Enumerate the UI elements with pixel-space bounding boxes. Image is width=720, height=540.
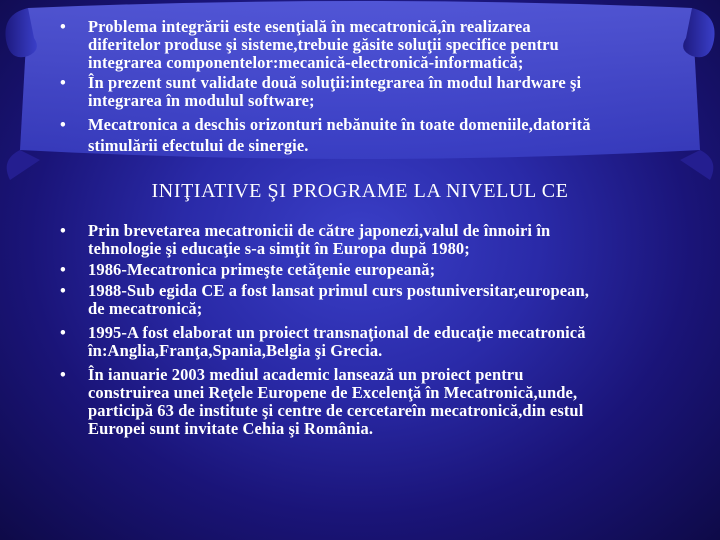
bullet-line: În prezent sunt validate două soluţii:integrarea în modul hardware şi: [88, 73, 582, 92]
bullet-validated-solutions: [56, 74, 696, 110]
bullet-line: construirea unei Reţele Europene de Excelenţă în Mecatronică,unde,: [88, 383, 578, 402]
section-heading: INIŢIATIVE ŞI PROGRAME LA NIVELUL CE: [151, 180, 569, 202]
bullet-marker: •: [60, 115, 66, 134]
bullet-line: În ianuarie 2003 mediul academic lansează un proiect pentru: [88, 365, 524, 384]
bullet-line: stimulării efectului de sinergie.: [88, 136, 309, 155]
bullet-line: în:Anglia,Franţa,Spania,Belgia şi Grecia.: [88, 341, 383, 360]
bullet-line: integrarea componentelor:mecanică-electronică-informatică;: [88, 53, 524, 72]
bullet-line: participă 63 de institute şi centre de cercetareîn mecatronică,din estul: [88, 401, 584, 420]
bullet-marker: •: [60, 281, 66, 300]
bullet-new-horizons: [56, 114, 696, 156]
bullet-marker: •: [60, 73, 66, 92]
bullet-integration-problem: [56, 18, 696, 72]
bullet-line: Problema integrării este esenţială în mecatronică,în realizarea: [88, 17, 531, 36]
bullet-marker: •: [60, 17, 66, 36]
bullet-line: Europei sunt invitate Cehia şi România.: [88, 419, 374, 438]
bullet-1988: [56, 282, 696, 318]
bullet-line: 1995-A fost elaborat un proiect transnaţional de educaţie mecatronică: [88, 323, 586, 342]
bullet-1995: [56, 324, 696, 360]
bullet-marker: •: [60, 260, 66, 279]
bullet-line: integrarea în modulul software;: [88, 91, 315, 110]
bullet-line: diferitelor produse şi sisteme,trebuie găsite soluţii specifice pentru: [88, 35, 559, 54]
bullet-line: tehnologie şi educaţie s-a simţit în Europa după 1980;: [88, 239, 470, 258]
intro-bullet-list: [56, 18, 696, 156]
bullet-line: Mecatronica a deschis orizonturi nebănuite în toate domeniile,datorită: [88, 115, 591, 134]
bullet-line: de mecatronică;: [88, 299, 203, 318]
bullet-line: Prin brevetarea mecatronicii de către japonezi,valul de înnoiri în: [88, 221, 551, 240]
bullet-line: 1986-Mecatronica primeşte cetăţenie europeană;: [88, 260, 436, 279]
initiatives-bullet-list: [56, 222, 696, 441]
bullet-line: 1988-Sub egida CE a fost lansat primul curs postuniversitar,european,: [88, 281, 590, 300]
bullet-2003: [56, 366, 696, 438]
bullet-1986: [56, 261, 696, 279]
bullet-marker: •: [60, 221, 66, 240]
bullet-japanese-patent: [56, 222, 696, 258]
bullet-marker: •: [60, 323, 66, 342]
bullet-marker: •: [60, 365, 66, 384]
